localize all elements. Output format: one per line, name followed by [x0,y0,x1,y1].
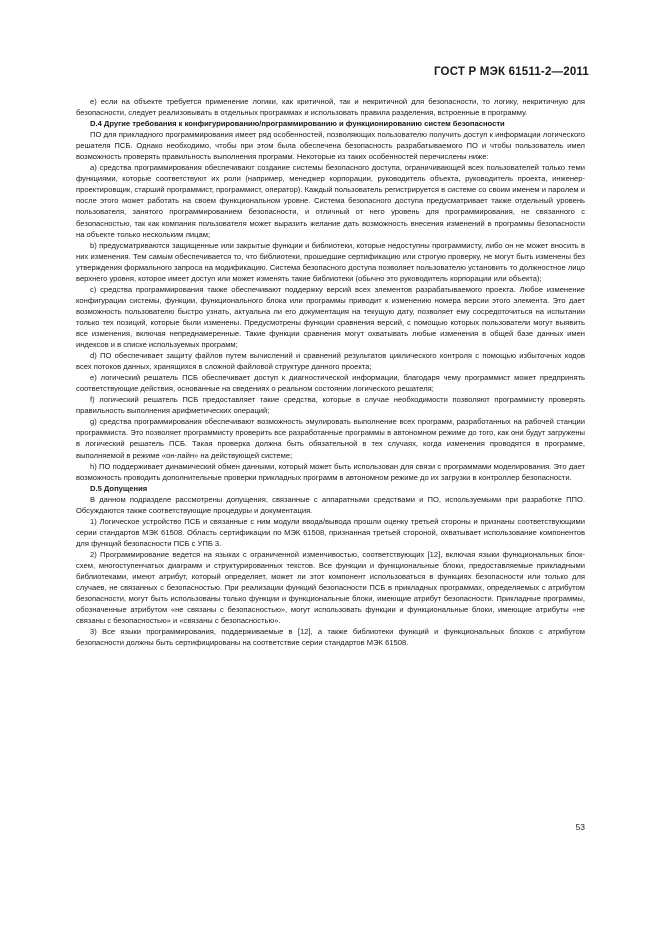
assumption-1: 1) Логическое устройство ПСБ и связанные с ним модули ввода/вывода прошли оценку третьей стороны и признаны соответствующими серии стандартов МЭК 61508. Область сертификации по МЭК 61508, признанная третьей стороной, охватывает использование компонентов для функций безопасности ПСБ с УПБ 3. [76,516,585,548]
list-item-h: h) ПО поддерживает динамический обмен данными, который может быть использован для связи с программами моделирования. Это дает возможность проводить дополнительные проверки прикладных программ в автономном режиме до их загрузки в контроллер безопасности. [76,461,585,482]
list-item-a: а) средства программирования обеспечивают создание системы безопасного доступа, ограничивающей всех пользователей только теми функциями, которые соответствуют их роли (например, менеджер корпорации, руководитель объекта, руководитель проекта, инженер-проектировщик, старший программист, программист, оператор). Каждый пользователь регистрируется в системе со своим именем и паролем и после этого может работать на своем функциональном уровне. Система безопасного доступа предусматривает также отдельный уровень пользователя, занятого программированием безопасности, и отличный от него уровень для программирования, не связанного с безопасностью, так как компания пользователя может выразить желание дать возможность внесения изменений в программы безопасности на объекте только нескольким лицам; [76,163,585,239]
paragraph-d5-intro: В данном подразделе рассмотрены допущения, связанные с аппаратными средствами и ПО, используемыми при разработке ППО. Обсуждаются также соответствующие процедуры и документация. [76,494,585,515]
list-item-c: c) средства программирования также обеспечивают поддержку версий всех элементов разрабатываемого проекта. Любое изменение конфигурации системы, функции, функционального блока или программы приводит к изменению номера версии этого элемента. Это дает возможность пользователю быстро узнать, актуальна ли его документация на текущую дату, позволяет ему сосредоточиться на испытании только тех позиций, которые были изменены. Предусмотрены функции сравнения версий, с помощью которых пользователи могут выявить все изменения, включая непреднамеренные. Такие функции сравнения могут охватывать любые изменения в общей базе данных имен индексов и в списке используемых программ; [76,284,585,350]
document-header: ГОСТ Р МЭК 61511-2—2011 [433,66,589,78]
list-item-f: f) логический решатель ПСБ предоставляет такие средства, которые в случае необходимости позволяют программисту проверять правильность выполнения арифметических операций; [76,395,585,416]
section-heading-d5: D.5 Допущения [90,483,148,493]
list-item-e: e) логический решатель ПСБ обеспечивает доступ к диагностической информации, благодаря чему программист может предпринять соответствующие действия, основанные на сведениях о реальном состоянии логического решателя; [76,373,585,394]
paragraph-d4-intro: ПО для прикладного программирования имеет ряд особенностей, позволяющих пользователю получить доступ к информации логического решателя ПСБ. Однако необходимо, чтобы при этом была обеспечена безопасность разрабатываемого ПО и чтобы пользователь имел возможность проверять правильность выполнения программ. Некоторые из таких особенностей перечислены ниже: [76,130,585,162]
section-heading-d4: D.4 Другие требования к конфигурированию/программированию и функционированию систем безопасности [90,119,505,129]
page-number: 53 [575,822,585,832]
assumption-2: 2) Программирование ведется на языках с ограниченной изменчивостью, соответствующих [12], включая языки функциональных блок-схем, многоступенчатых диаграмм и структурированных текстов. Все функции и функциональные блоки, предоставляемые прикладными библиотеками, имеют атрибут, который определяет, может ли этот компонент использоваться в функциях безопасности или только для случаев, не связанных с безопасностью. При реализации функций безопасности ПСБ в прикладных программах, определяемых с атрибутом безопасности, могут быть использованы только функции и функциональные блоки, имеющие атрибут безопасности. Прикладные программы, обозначенные атрибутом «не связаны с безопасностью», могут использовать функции и функциональные блоки, имеющие атрибуты «не связаны с безопасностью» и «связаны с безопасностью». [76,549,585,626]
list-item-b: b) предусматриваются защищенные или закрытые функции и библиотеки, которые недоступны программисту, либо он не может вносить в них изменения. Тем самым обеспечивается то, что библиотеки, прошедшие сертификацию или строгую проверку, не могут быть изменены без утверждения формального запроса на модификацию. Система безопасного доступа позволяет пользователю установить то должностное лицо верхнего уровня, которое имеет доступ или может изменять такие библиотеки (обычно это руководитель корпорации или объекта); [76,240,585,283]
assumption-3: 3) Все языки программирования, поддерживаемые в [12], а также библиотеки функций и функциональных блоков с атрибутом безопасности должны быть сертифицированы на соответствие серии стандартов МЭК 61508. [76,627,585,648]
document-body [76,96,585,648]
list-item-d: d) ПО обеспечивает защиту файлов путем вычислений и сравнений результатов циклического контроля с помощью избыточных кодов всех потоков данных, хранящихся в сложной файловой структуре данного проекта; [76,351,585,372]
list-item-g: g) средства программирования обеспечивают возможность эмулировать выполнение всех программ, разработанных на рабочей станции программиста. Это позволяет программисту проверить все разработанные программы в автономном режиме до того, как они будут загружены в логический решатель ПСБ. Такая проверка должна быть обязательной в тех случаях, когда изменения проводятся в программе, выполняемой в режиме «он-лайн» на действующей системе; [76,417,585,460]
paragraph-e-logic-separation: e) если на объекте требуется применение логики, как критичной, так и некритичной для безопасности, то логику, некритичную для безопасности, следует реализовывать в отдельных программах и использовать правила разделения, встроенные в программу. [76,97,585,118]
